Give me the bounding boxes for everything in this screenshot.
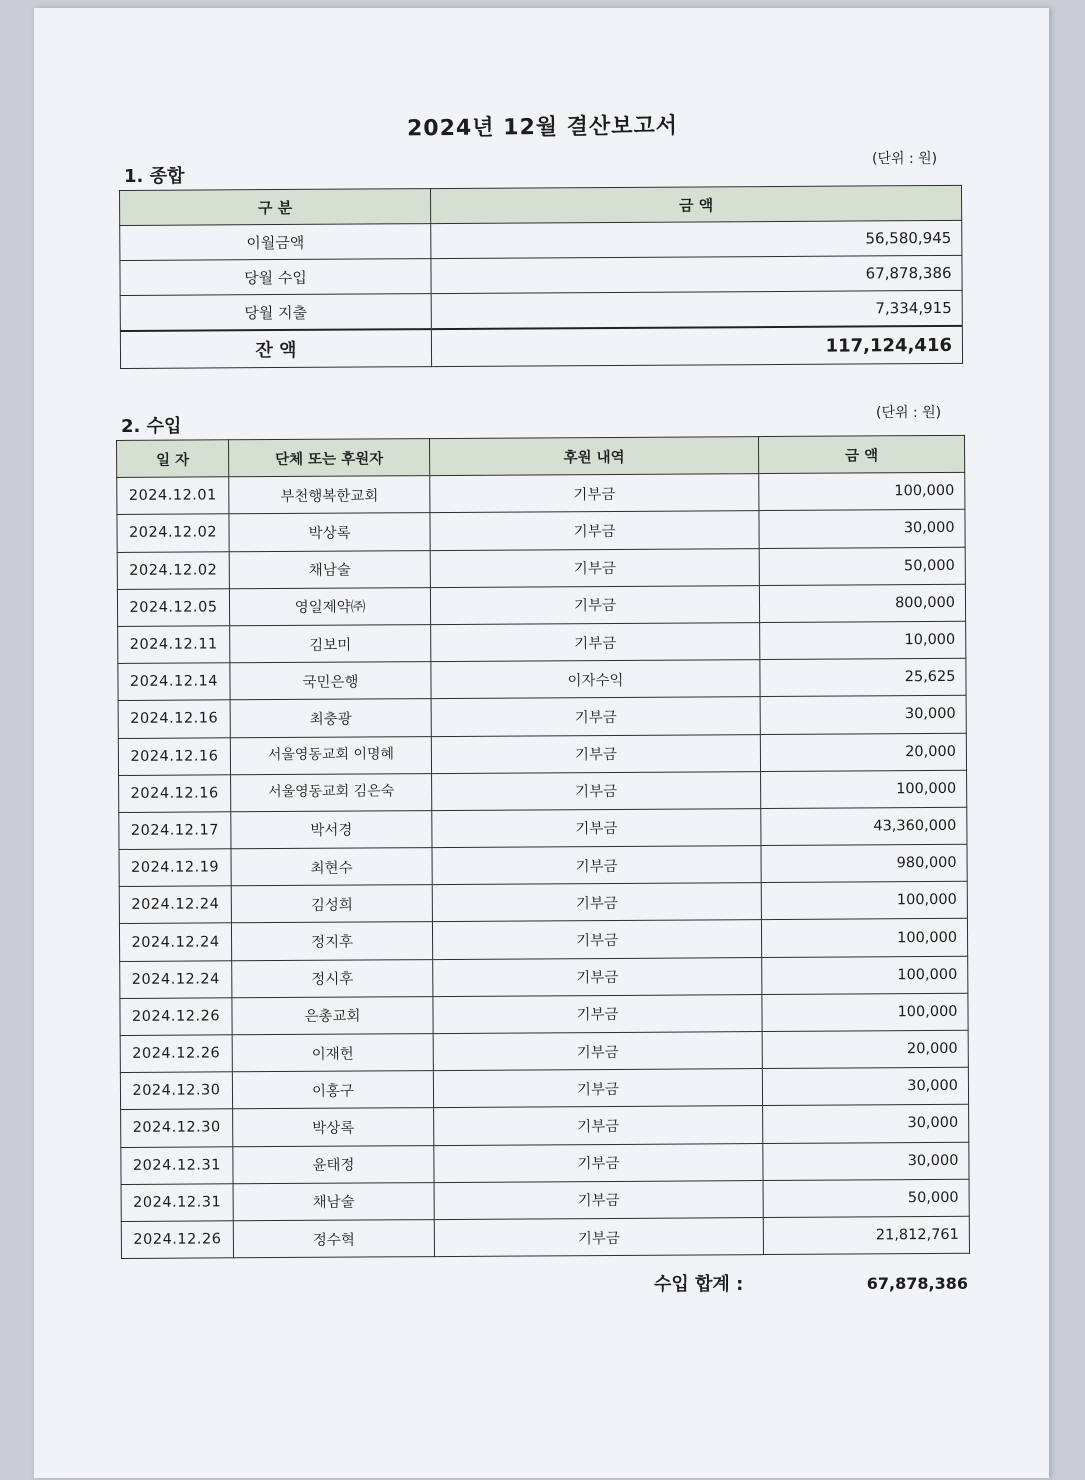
income-row xyxy=(119,844,967,886)
income-total-amount: 67,878,386 xyxy=(866,1274,968,1293)
income-type: 기부금 xyxy=(432,771,761,810)
income-amount: 10,000 xyxy=(760,621,966,659)
income-donor: 국민은행 xyxy=(230,662,431,700)
income-date: 2024.12.02 xyxy=(117,514,229,552)
income-type: 기부금 xyxy=(432,883,761,922)
income-row xyxy=(118,696,966,738)
income-amount: 50,000 xyxy=(763,1179,969,1217)
income-donor: 박상록 xyxy=(229,513,430,551)
income-row xyxy=(120,1067,968,1109)
income-donor: 부천행복한교회 xyxy=(229,476,430,514)
income-type: 기부금 xyxy=(431,697,760,736)
income-row xyxy=(117,584,965,626)
income-type: 기부금 xyxy=(433,957,762,996)
income-donor: 은총교회 xyxy=(232,996,433,1034)
income-date: 2024.12.02 xyxy=(117,551,229,589)
income-type: 기부금 xyxy=(432,920,761,959)
summary-amount: 67,878,386 xyxy=(431,255,962,293)
income-row xyxy=(118,621,966,663)
income-date: 2024.12.16 xyxy=(118,737,230,775)
income-row xyxy=(119,770,967,812)
income-header-row xyxy=(117,435,965,477)
income-type: 기부금 xyxy=(430,474,759,513)
income-type: 이자수익 xyxy=(431,660,760,699)
income-amount: 30,000 xyxy=(763,1142,969,1180)
income-date: 2024.12.19 xyxy=(119,849,231,887)
summary-header-row xyxy=(120,185,962,225)
summary-total-amount: 117,124,416 xyxy=(431,326,962,367)
income-row xyxy=(121,1216,969,1258)
income-amount: 25,625 xyxy=(760,658,966,696)
income-amount: 20,000 xyxy=(762,1030,968,1068)
income-row xyxy=(120,1030,968,1072)
income-date: 2024.12.31 xyxy=(121,1146,233,1184)
income-amount: 30,000 xyxy=(759,510,965,548)
report-title: 2024년 12월 결산보고서 xyxy=(406,113,679,142)
income-date: 2024.12.30 xyxy=(121,1109,233,1147)
summary-label: 이월금액 xyxy=(120,224,431,261)
income-donor: 정시후 xyxy=(232,959,433,997)
income-col-donor: 단체 또는 후원자 xyxy=(229,439,430,477)
summary-table xyxy=(119,185,963,369)
income-amount: 100,000 xyxy=(761,882,967,920)
income-amount: 30,000 xyxy=(762,1067,968,1105)
summary-row xyxy=(120,220,962,260)
income-row xyxy=(119,882,967,924)
income-col-date: 일 자 xyxy=(117,440,229,478)
income-total-label: 수입 합계 : xyxy=(654,1274,744,1295)
summary-heading: 1. 종합 xyxy=(124,166,185,187)
income-amount: 50,000 xyxy=(759,547,965,585)
income-donor: 김성희 xyxy=(231,885,432,923)
income-date: 2024.12.24 xyxy=(119,923,231,961)
income-row xyxy=(117,510,965,552)
summary-col-label: 구 분 xyxy=(120,189,431,226)
summary-col-amount: 금 액 xyxy=(430,185,961,223)
income-amount: 21,812,761 xyxy=(763,1216,969,1254)
income-date: 2024.12.24 xyxy=(119,886,231,924)
income-amount: 100,000 xyxy=(762,956,968,994)
income-date: 2024.12.16 xyxy=(119,774,231,812)
income-amount: 30,000 xyxy=(760,696,966,734)
income-date: 2024.12.01 xyxy=(117,477,229,515)
income-donor: 이홍구 xyxy=(232,1071,433,1109)
income-date: 2024.12.26 xyxy=(120,1035,232,1073)
income-type: 기부금 xyxy=(431,623,760,662)
income-amount: 980,000 xyxy=(761,844,967,882)
income-type: 기부금 xyxy=(433,1069,762,1108)
income-type: 기부금 xyxy=(430,511,759,550)
income-date: 2024.12.14 xyxy=(118,663,230,701)
income-row xyxy=(120,993,968,1035)
income-donor: 최현수 xyxy=(231,848,432,886)
summary-label: 당월 수입 xyxy=(120,259,431,296)
summary-row xyxy=(120,290,962,331)
income-date: 2024.12.16 xyxy=(118,700,230,738)
income-donor: 채남술 xyxy=(233,1182,434,1220)
income-donor: 박상록 xyxy=(233,1108,434,1146)
income-row xyxy=(121,1142,969,1184)
income-date: 2024.12.26 xyxy=(120,998,232,1036)
income-row xyxy=(117,547,965,589)
income-amount: 30,000 xyxy=(763,1105,969,1143)
income-type: 기부금 xyxy=(430,548,759,587)
income-donor: 정수혁 xyxy=(233,1220,434,1258)
income-row xyxy=(118,733,966,775)
income-amount: 100,000 xyxy=(761,770,967,808)
income-row xyxy=(117,473,965,515)
income-row xyxy=(121,1179,969,1221)
income-date: 2024.12.05 xyxy=(117,589,229,627)
income-table xyxy=(116,435,970,1259)
income-type: 기부금 xyxy=(434,1143,763,1182)
income-row xyxy=(118,658,966,700)
income-donor: 이재헌 xyxy=(232,1034,433,1072)
income-type: 기부금 xyxy=(432,846,761,885)
summary-row xyxy=(120,255,962,295)
income-col-amount: 금 액 xyxy=(758,435,964,473)
income-amount: 100,000 xyxy=(759,473,965,511)
income-donor: 서울영동교회 이명혜 xyxy=(230,736,431,774)
income-type: 기부금 xyxy=(430,585,759,624)
summary-label: 당월 지출 xyxy=(120,294,431,331)
income-row xyxy=(119,807,967,849)
income-donor: 김보미 xyxy=(230,625,431,663)
income-amount: 100,000 xyxy=(761,919,967,957)
income-donor: 박서경 xyxy=(231,810,432,848)
income-type: 기부금 xyxy=(434,1217,763,1256)
income-date: 2024.12.11 xyxy=(118,626,230,664)
income-donor: 채남술 xyxy=(229,550,430,588)
summary-total-row xyxy=(120,326,962,369)
income-donor: 윤태정 xyxy=(233,1145,434,1183)
summary-amount: 56,580,945 xyxy=(431,220,962,258)
income-donor: 최충광 xyxy=(230,699,431,737)
income-donor: 영일제약㈜ xyxy=(229,587,430,625)
summary-unit-note: (단위 : 원) xyxy=(872,151,938,167)
income-donor: 정지후 xyxy=(231,922,432,960)
income-amount: 100,000 xyxy=(762,993,968,1031)
income-row xyxy=(121,1105,969,1147)
income-type: 기부금 xyxy=(433,1032,762,1071)
summary-amount: 7,334,915 xyxy=(431,290,962,329)
income-amount: 20,000 xyxy=(760,733,966,771)
income-type: 기부금 xyxy=(432,808,761,847)
income-row xyxy=(120,956,968,998)
income-date: 2024.12.30 xyxy=(120,1072,232,1110)
income-donor: 서울영동교회 김은숙 xyxy=(231,773,432,811)
income-type: 기부금 xyxy=(431,734,760,773)
income-date: 2024.12.17 xyxy=(119,812,231,850)
income-unit-note: (단위 : 원) xyxy=(876,405,942,421)
income-type: 기부금 xyxy=(434,1180,763,1219)
income-amount: 43,360,000 xyxy=(761,807,967,845)
income-amount: 800,000 xyxy=(759,584,965,622)
income-date: 2024.12.24 xyxy=(120,960,232,998)
income-date: 2024.12.31 xyxy=(121,1184,233,1222)
income-type: 기부금 xyxy=(434,1106,763,1145)
income-type: 기부금 xyxy=(433,994,762,1033)
income-date: 2024.12.26 xyxy=(121,1221,233,1259)
income-row xyxy=(119,919,967,961)
summary-total-label: 잔 액 xyxy=(120,329,431,368)
income-col-type: 후원 내역 xyxy=(429,437,758,476)
income-heading: 2. 수입 xyxy=(121,416,182,437)
